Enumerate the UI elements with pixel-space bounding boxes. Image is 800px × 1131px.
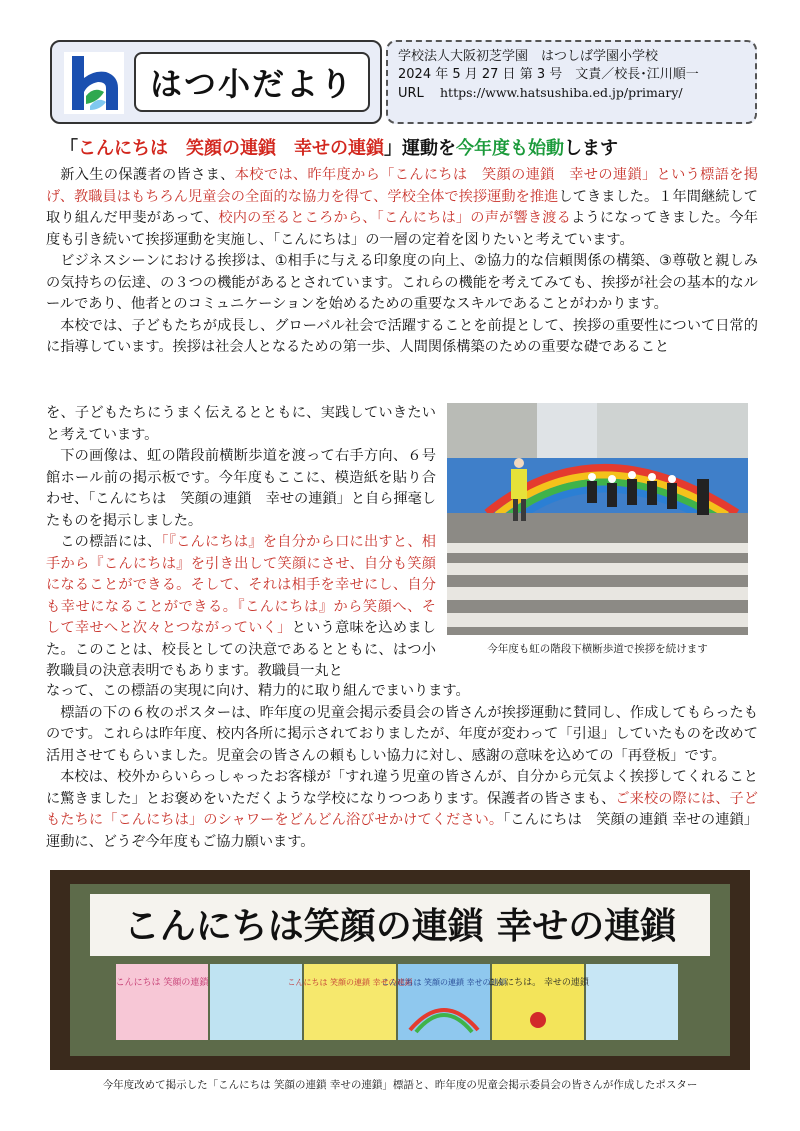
paragraph-1: 新入生の保護者の皆さま、本校では、昨年度から「こんにちは 笑顔の連鎖 幸せの連鎖」という標語を掲げ、教職員はもちろん児童会の全面的な協力を得て、学校全体で挨拶運動を推進してきました。１年間継続して取り組んだ甲斐があって、校内の至るところから、「こんにちは」の声が響き渡るようになってきました。今年度も引き続いて挨拶運動を実施し、「こんにちは」の一層の定着を図りたいと考えています。 bbox=[46, 167, 758, 248]
poster-1-text: こんにちは 笑顔の連鎖 bbox=[115, 978, 209, 988]
website-url[interactable]: https://www.hatsushiba.ed.jp/primary/ bbox=[440, 85, 683, 100]
newsletter-header bbox=[50, 40, 757, 124]
issue-line: 2024 年 5 月 27 日 第 3 号 文責／校長･江川順一 bbox=[398, 67, 699, 82]
headline-slogan: こんにちは 笑顔の連鎖 幸せの連鎖 bbox=[78, 138, 384, 159]
bulletin-board-photo bbox=[50, 870, 750, 1070]
crosswalk-photo bbox=[447, 403, 748, 635]
article-body-bottom bbox=[46, 681, 758, 853]
poster-3-text: こんにちは 笑顔の連鎖 幸せの連鎖 bbox=[287, 978, 413, 987]
url-label: URL bbox=[398, 86, 424, 101]
school-name: 学校法人大阪初芝学園 はつしば学園小学校 bbox=[398, 49, 659, 64]
bulletin-board-image bbox=[50, 870, 750, 1070]
paragraph-3b: を、子どもたちにうまく伝えるとともに、実践していきたいと考えています。 bbox=[46, 405, 436, 443]
article-body-left bbox=[46, 403, 436, 683]
paragraph-6: 標語の下の６枚のポスターは、昨年度の児童会掲示委員会の皆さんが挨拶運動に賛同し、作成してもらったものです。これらは昨年度、校内各所に掲示されておりましたが、年度が変わって「引退」していたものを改めて活用させてもらいました。児童会の皆さんの頼もしい協力に対し、感謝の意味を込めての「再登板」です。 bbox=[46, 704, 758, 764]
headline-end: します bbox=[564, 138, 618, 159]
article-body-top bbox=[46, 165, 758, 359]
banner-slogan: こんにちは笑顔の連鎖 幸せの連鎖 bbox=[123, 905, 677, 947]
quote-close: 」 bbox=[384, 138, 402, 159]
poster-4-text: こんにちは 笑顔の連鎖 幸せの連鎖 bbox=[381, 978, 507, 987]
crosswalk-photo-image bbox=[447, 403, 748, 635]
headline-highlight: 今年度も始動 bbox=[456, 138, 564, 159]
article-headline bbox=[60, 134, 760, 160]
paragraph-3a: 本校では、子どもたちが成長し、グローバル社会で活躍することを前提として、挨拶の重要性について日常的に指導しています。挨拶は社会人となるための第一歩、人間関係構築のための重要な礎であること bbox=[46, 317, 758, 355]
paragraph-2: ビジネスシーンにおける挨拶は、①相手に与える印象度の向上、②協力的な信頼関係の構築、③尊敬と親しみの気持ちの伝達、の３つの機能があるとされています。これらの機能を考えてみても、挨拶が社会の基本的なルールであり、他者とのコミュニケーションを始めるための重要なスキルであることがわかります。 bbox=[46, 253, 758, 312]
paragraph-4: 下の画像は、虹の階段前横断歩道を渡って右手方向、６号館ホール前の掲示板です。今年度もここに、模造紙を貼り合わせ、「こんにちは 笑顔の連鎖 幸せの連鎖」と自ら揮毫したものを掲示しました。 bbox=[46, 448, 436, 529]
bulletin-board-caption: 今年度改めて掲示した「こんにちは 笑顔の連鎖 幸せの連鎖」標語と、昨年度の児童会掲示委員会の皆さんが作成したポスター bbox=[102, 1079, 698, 1091]
newsletter-title: はつ小だより bbox=[134, 52, 370, 112]
headline-mid: 運動を bbox=[402, 138, 456, 159]
title-box bbox=[50, 40, 382, 124]
poster-5-text: こんにちは。 幸せの連鎖 bbox=[487, 978, 589, 988]
crosswalk-photo-caption: 今年度も虹の階段下横断歩道で挨拶を続けます bbox=[487, 643, 708, 655]
paragraph-7: 本校は、校外からいらっしゃったお客様が「すれ違う児童の皆さんが、自分から元気よく挨拶してくれることに驚きました」とお褒めをいただくような学校になりつつあります。保護者の皆さまも、ご来校の際には、子どもたちに「こんにちは」のシャワーをどんどん浴びせかけてください。「こんにちは 笑顔の連鎖 幸せの連鎖」運動に、どうぞ今年度もご協力願います。 bbox=[46, 769, 758, 850]
paragraph-5: この標語には、「『こんにちは』を自分から口に出すと、相手から『こんにちは』を引き出して笑顔にさせ、自分も笑顔になることができる。そして、それは相手を幸せにし、自分も幸せになることができる。『こんにちは』から笑顔へ、そして幸せへと次々とつながっていく」という意味を込めました。このことは、校長としての決意であるとともに、はつ小教職員の決意表明でもあります。教職員一丸と bbox=[46, 534, 436, 679]
issue-info bbox=[386, 40, 757, 124]
quote-open: 「 bbox=[60, 138, 78, 159]
paragraph-5-continued: なって、この標語の実現に向け、精力的に取り組んでまいります。 bbox=[46, 683, 470, 699]
school-logo-icon bbox=[64, 52, 124, 114]
